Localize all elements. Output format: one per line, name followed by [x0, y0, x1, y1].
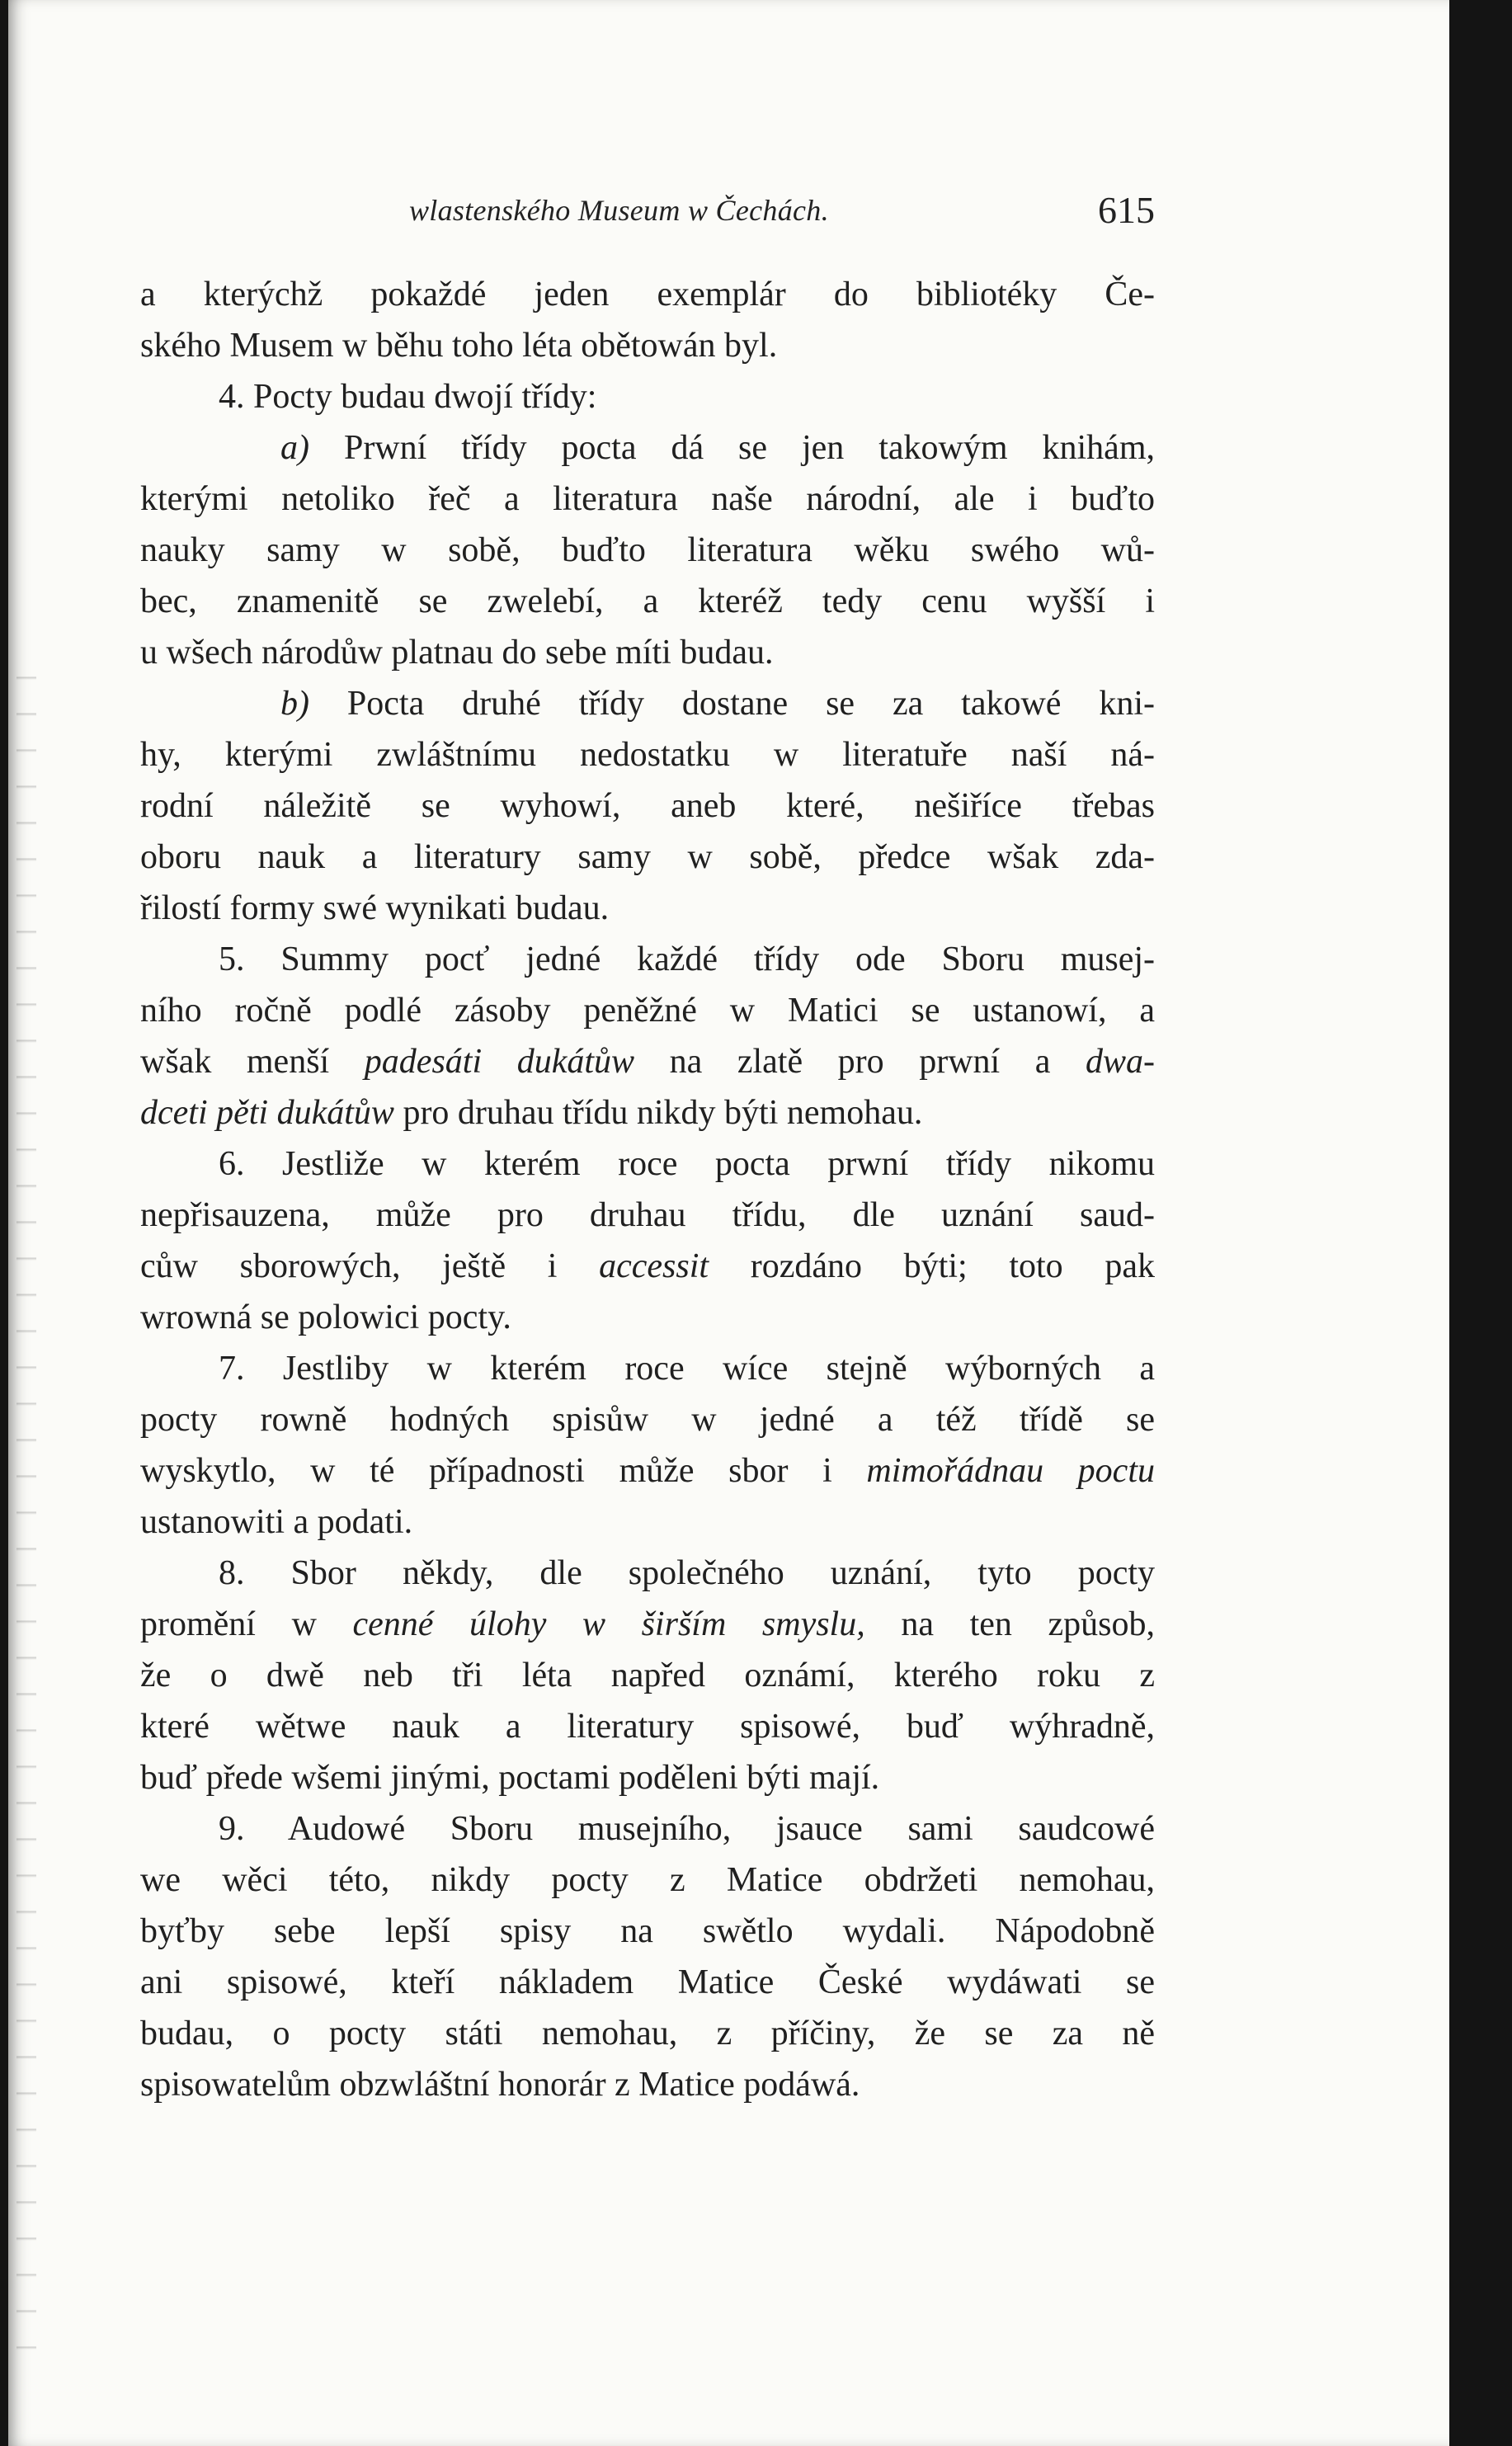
body-text — [140, 269, 1155, 2110]
text-line: cůw sborowých, ještě i accessit rozdáno býti; toto pak — [140, 1247, 1155, 1285]
text-line: řilostí formy swé wynikati budau. — [140, 889, 610, 927]
book-page — [8, 0, 1481, 2446]
text-line: 4. Pocty budau dwojí třídy: — [219, 378, 597, 416]
text-line: u wšech národůw platnau do sebe míti budau. — [140, 634, 774, 672]
text-line: 9. Audowé Sboru musejního, jsauce sami saudcowé — [219, 1810, 1155, 1848]
text-line: ani spisowé, kteří nákladem Matice České wydáwati se — [140, 1963, 1155, 2001]
text-line: bec, znamenitě se zwelebí, a kteréž tedy cenu wyšší i — [140, 582, 1155, 620]
text-line: ního ročně podlé zásoby peněžné w Matici se ustanowí, a — [140, 992, 1155, 1030]
page-header — [140, 183, 1155, 241]
text-line: budau, o pocty státi nemohau, z příčiny, že se za ně — [140, 2015, 1155, 2052]
text-line: kterými netoliko řeč a literatura naše národní, ale i buďto — [140, 480, 1155, 518]
text-line: které wětwe nauk a literatury spisowé, buď wýhradně, — [140, 1708, 1155, 1746]
text-line: hy, kterými zwláštnímu nedostatku w literatuře naší ná- — [140, 736, 1155, 774]
text-line: b) Pocta druhé třídy dostane se za takowé kni- — [280, 685, 1155, 723]
page-number: 615 — [1098, 189, 1155, 231]
text-line: spisowatelům obzwláštní honorár z Matice podáwá. — [140, 2066, 860, 2104]
text-line: we wěci této, nikdy pocty z Matice obdržeti nemohau, — [140, 1861, 1155, 1899]
text-line: ského Musem w běhu toho léta obětowán byl. — [140, 327, 778, 365]
page-edge-shadow — [1449, 0, 1481, 2446]
text-line: 8. Sbor někdy, dle společného uznání, tyto pocty — [219, 1554, 1155, 1592]
text-line: dceti pěti dukátůw pro druhau třídu nikdy býti nemohau. — [140, 1094, 923, 1132]
text-line: wrowná se polowici pocty. — [140, 1298, 511, 1336]
text-line: byťby sebe lepší spisy na swětlo wydali. Nápodobně — [140, 1912, 1155, 1950]
text-line: a) Prwní třídy pocta dá se jen takowým knihám, — [280, 429, 1155, 467]
text-line: a kterýchž pokaždé jeden exemplár do bibliotéky Če- — [140, 276, 1155, 313]
text-line: 7. Jestliby w kterém roce wíce stejně wýborných a — [219, 1350, 1155, 1388]
text-line: nepřisauzena, může pro druhau třídu, dle uznání saud- — [140, 1196, 1155, 1234]
text-line: oboru nauk a literatury samy w sobě, předce wšak zda- — [140, 838, 1155, 876]
text-line: pocty rowně hodných spisůw w jedné a též třídě se — [140, 1401, 1155, 1439]
running-head: wlastenského Museum w Čechách. — [409, 194, 829, 227]
text-line: 6. Jestliže w kterém roce pocta prwní třídy nikomu — [219, 1145, 1155, 1183]
text-line: ustanowiti a podati. — [140, 1503, 413, 1541]
text-line: nauky samy w sobě, buďto literatura wěku swého wů- — [140, 531, 1155, 569]
text-line: buď přede wšemi jinými, poctami poděleni býti mají. — [140, 1759, 880, 1797]
text-line: 5. Summy pocť jedné každé třídy ode Sboru musej- — [219, 940, 1155, 978]
text-line: wyskytlo, w té případnosti může sbor i mimořádnau poctu — [140, 1452, 1155, 1490]
text-line: promění w cenné úlohy w širším smyslu, na ten způsob, — [140, 1605, 1155, 1643]
text-line: wšak menší padesáti dukátůw na zlatě pro prwní a dwa- — [140, 1043, 1155, 1081]
binding-gutter — [16, 643, 36, 2376]
text-line: rodní náležitě se wyhowí, aneb které, nešiříce třebas — [140, 787, 1155, 825]
text-line: že o dwě neb tři léta napřed oznámí, kterého roku z — [140, 1657, 1155, 1694]
